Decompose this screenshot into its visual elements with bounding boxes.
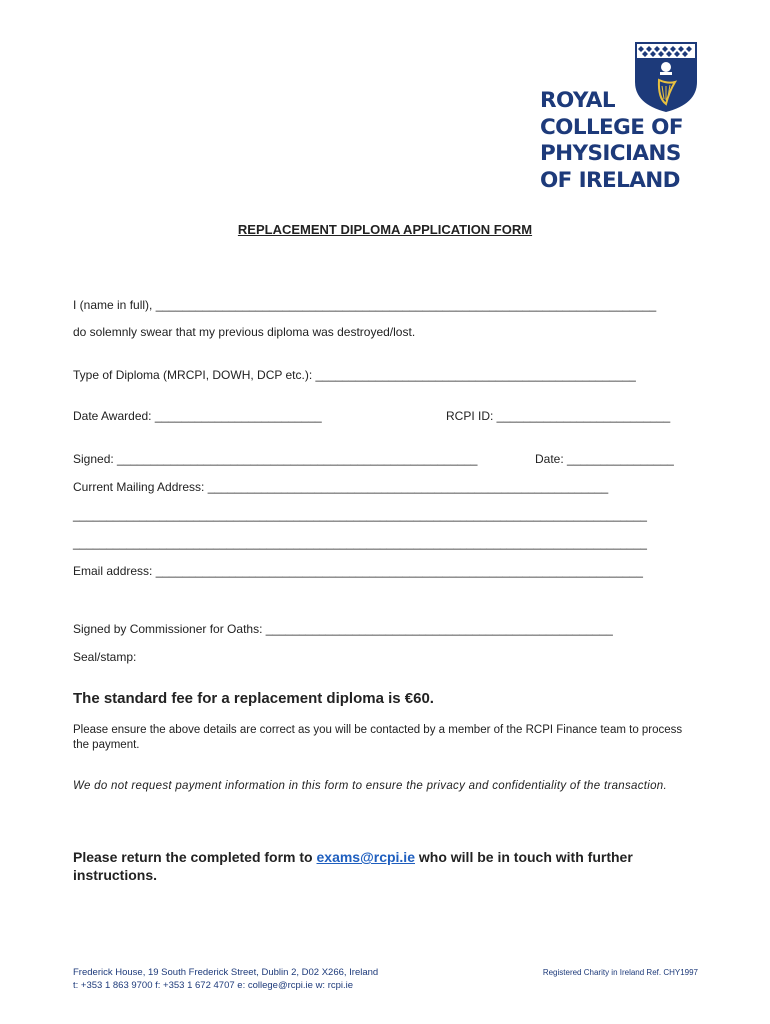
return-text-before: Please return the completed form to xyxy=(73,849,317,865)
name-field[interactable]: I (name in full), ___________________________________________________________________________ xyxy=(73,298,657,312)
logo-line-1: ROYAL xyxy=(540,88,615,113)
return-text-after: who will be in touch with further instructions. xyxy=(73,849,633,883)
date-field[interactable]: Date: ________________ xyxy=(535,452,674,466)
commissioner-signature-field[interactable]: Signed by Commissioner for Oaths: ____________________________________________________ xyxy=(73,622,613,636)
privacy-note: We do not request payment information in this form to ensure the privacy and confidentiality of the transaction. xyxy=(73,780,667,792)
logo-wordmark xyxy=(540,88,683,194)
seal-stamp-label: Seal/stamp: xyxy=(73,650,137,664)
signed-field[interactable]: Signed: ______________________________________________________ xyxy=(73,452,478,466)
exams-email-link[interactable]: exams@rcpi.ie xyxy=(316,849,415,865)
logo-line-3: PHYSICIANS xyxy=(540,141,681,166)
rcpi-id-field[interactable]: RCPI ID: __________________________ xyxy=(446,409,671,423)
mailing-address-field[interactable]: Current Mailing Address: ____________________________________________________________ xyxy=(73,480,609,494)
logo-line-2: COLLEGE OF xyxy=(540,114,683,140)
return-notice xyxy=(73,848,693,884)
charity-registration: Registered Charity in Ireland Ref. CHY1997 xyxy=(542,968,698,977)
address-line-3-field[interactable]: ______________________________________________________________________________________ xyxy=(73,536,647,550)
diploma-type-field[interactable]: Type of Diploma (MRCPI, DOWH, DCP etc.): ________________________________________________ xyxy=(73,368,636,382)
email-field[interactable]: Email address: _________________________________________________________________________ xyxy=(73,564,643,578)
form-title: REPLACEMENT DIPLOMA APPLICATION FORM xyxy=(237,222,533,237)
footer-address: Frederick House, 19 South Frederick Street, Dublin 2, D02 X266, Ireland xyxy=(73,967,379,978)
footer-contact xyxy=(73,966,378,992)
swear-statement: do solemnly swear that my previous diploma was destroyed/lost. xyxy=(73,325,416,339)
date-awarded-field[interactable]: Date Awarded: _________________________ xyxy=(73,409,322,423)
logo-line-4: OF IRELAND xyxy=(540,167,680,193)
footer-phone-email: t: +353 1 863 9700 f: +353 1 672 4707 e: college@rcpi.ie w: rcpi.ie xyxy=(73,980,354,991)
address-line-2-field[interactable]: ______________________________________________________________________________________ xyxy=(73,508,647,522)
fee-heading: The standard fee for a replacement diploma is €60. xyxy=(73,690,434,707)
payment-note: Please ensure the above details are correct as you will be contacted by a member of the RCPI Finance team to process the payment. xyxy=(73,724,683,751)
